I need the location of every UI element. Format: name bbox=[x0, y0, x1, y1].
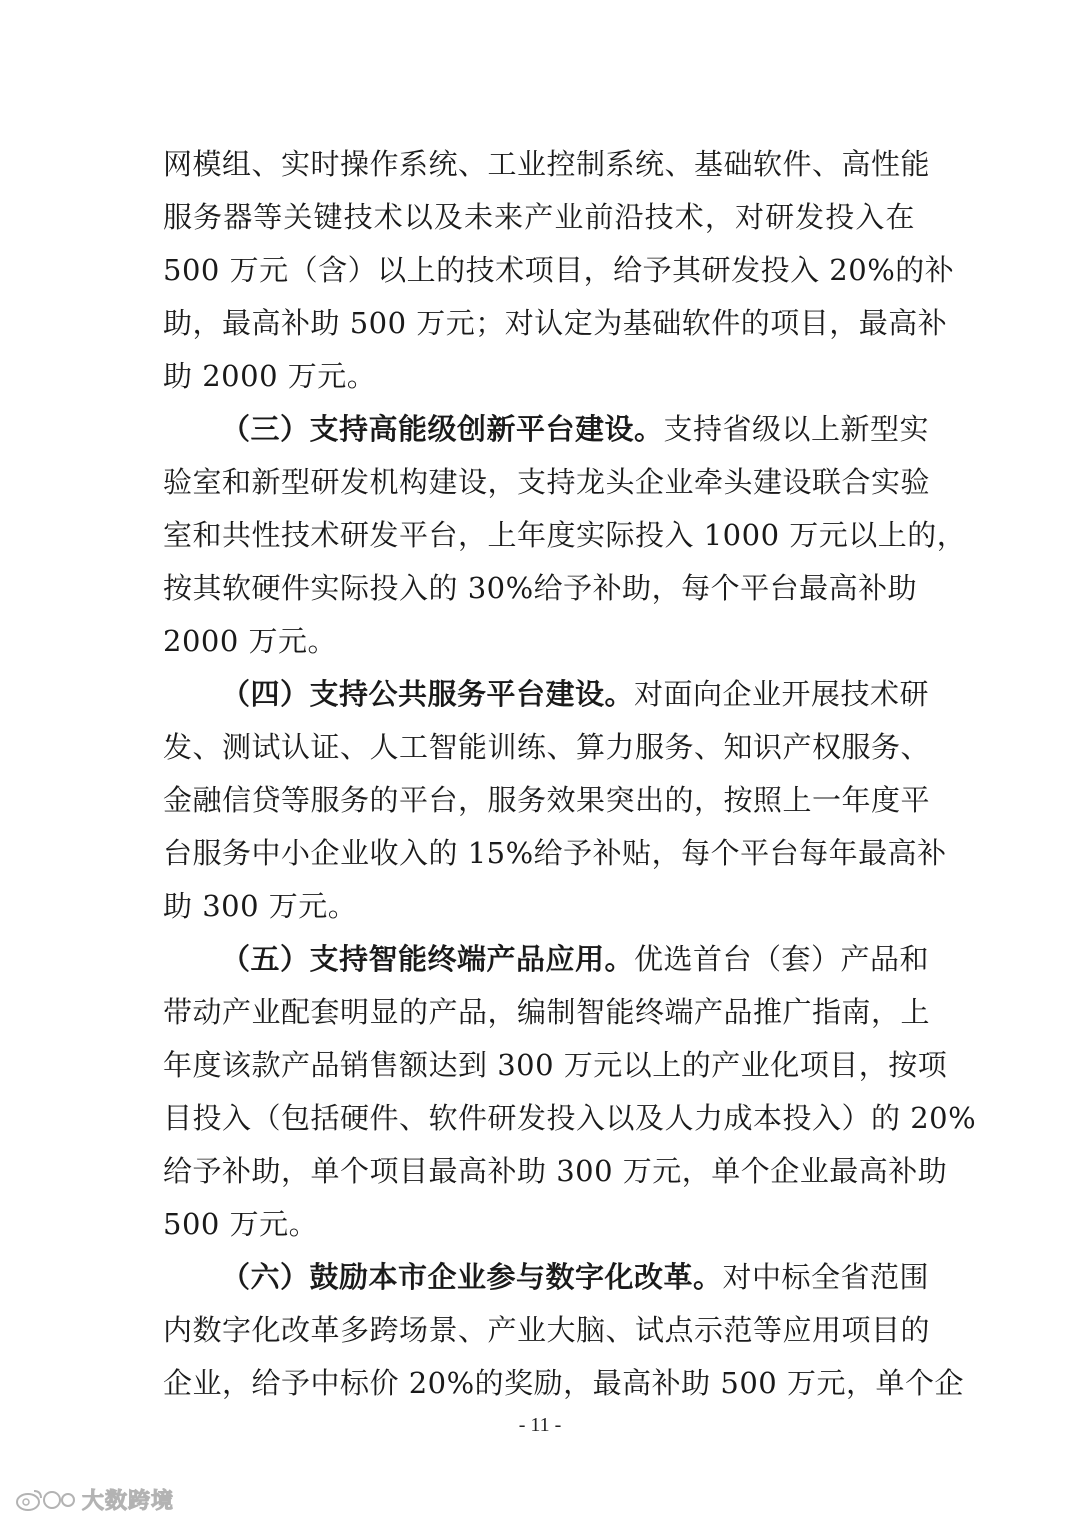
section-heading: （五）支持智能终端产品应用。 bbox=[221, 942, 635, 976]
text-line: 500 万元（含）以上的技术项目，给予其研发投入 20%的补 bbox=[163, 253, 955, 287]
text-run: 优选首台（套）产品和 bbox=[634, 942, 930, 976]
text-run: 对中标全省范围 bbox=[722, 1260, 930, 1294]
text-line-first bbox=[163, 933, 930, 986]
watermark-text: 大数跨境 bbox=[82, 1489, 175, 1514]
text-line: 网模组、实时操作系统、工业控制系统、基础软件、高性能 bbox=[163, 147, 931, 181]
text-line: 目投入（包括硬件、软件研发投入以及人力成本投入）的 20% bbox=[163, 1101, 977, 1135]
text-line-first bbox=[163, 403, 930, 456]
text-line: 带动产业配套明显的产品，编制智能终端产品推广指南，上 bbox=[163, 995, 931, 1029]
text-line: 台服务中小企业收入的 15%给予补贴，每个平台每年最高补 bbox=[163, 836, 947, 870]
text-line: 验室和新型研发机构建设，支持龙头企业牵头建设联合实验 bbox=[163, 465, 931, 499]
section-heading: （三）支持高能级创新平台建设。 bbox=[221, 412, 664, 446]
text-run: 支持省级以上新型实 bbox=[663, 412, 930, 446]
text-line: 室和共性技术研发平台，上年度实际投入 1000 万元以上的， bbox=[163, 518, 967, 552]
text-run: 对面向企业开展技术研 bbox=[634, 677, 930, 711]
document-body bbox=[163, 138, 977, 1410]
paragraph-section-4 bbox=[163, 668, 947, 933]
paragraph-section-5 bbox=[163, 933, 977, 1251]
text-line: 发、测试认证、人工智能训练、算力服务、知识产权服务、 bbox=[163, 730, 931, 764]
weibo-logo-icon bbox=[14, 1487, 76, 1513]
text-line: 500 万元。 bbox=[163, 1207, 319, 1241]
text-line: 金融信贷等服务的平台，服务效果突出的，按照上一年度平 bbox=[163, 783, 931, 817]
text-line: 年度该款产品销售额达到 300 万元以上的产业化项目，按项 bbox=[163, 1048, 948, 1082]
text-line: 助 300 万元。 bbox=[163, 889, 358, 923]
section-heading: （六）鼓励本市企业参与数字化改革。 bbox=[221, 1260, 723, 1294]
text-line: 按其软硬件实际投入的 30%给予补助，每个平台最高补助 bbox=[163, 571, 918, 605]
watermark bbox=[14, 1484, 174, 1515]
text-line: 给予补助，单个项目最高补助 300 万元，单个企业最高补助 bbox=[163, 1154, 948, 1188]
text-line: 2000 万元。 bbox=[163, 624, 338, 658]
text-line-first bbox=[163, 668, 930, 721]
text-line: 企业，给予中标价 20%的奖励，最高补助 500 万元，单个企 bbox=[163, 1366, 964, 1400]
paragraph-section-6 bbox=[163, 1251, 964, 1410]
text-line: 助 2000 万元。 bbox=[163, 359, 377, 393]
text-line: 服务器等关键技术以及未来产业前沿技术，对研发投入在 bbox=[163, 200, 915, 234]
section-heading: （四）支持公共服务平台建设。 bbox=[221, 677, 635, 711]
text-line: 助，最高补助 500 万元；对认定为基础软件的项目，最高补 bbox=[163, 306, 948, 340]
text-line: 内数字化改革多跨场景、产业大脑、试点示范等应用项目的 bbox=[163, 1313, 931, 1347]
page-number: - 11 - bbox=[518, 1414, 562, 1436]
paragraph-continuation bbox=[163, 138, 955, 403]
paragraph-section-3 bbox=[163, 403, 967, 668]
text-line-first bbox=[163, 1251, 930, 1304]
